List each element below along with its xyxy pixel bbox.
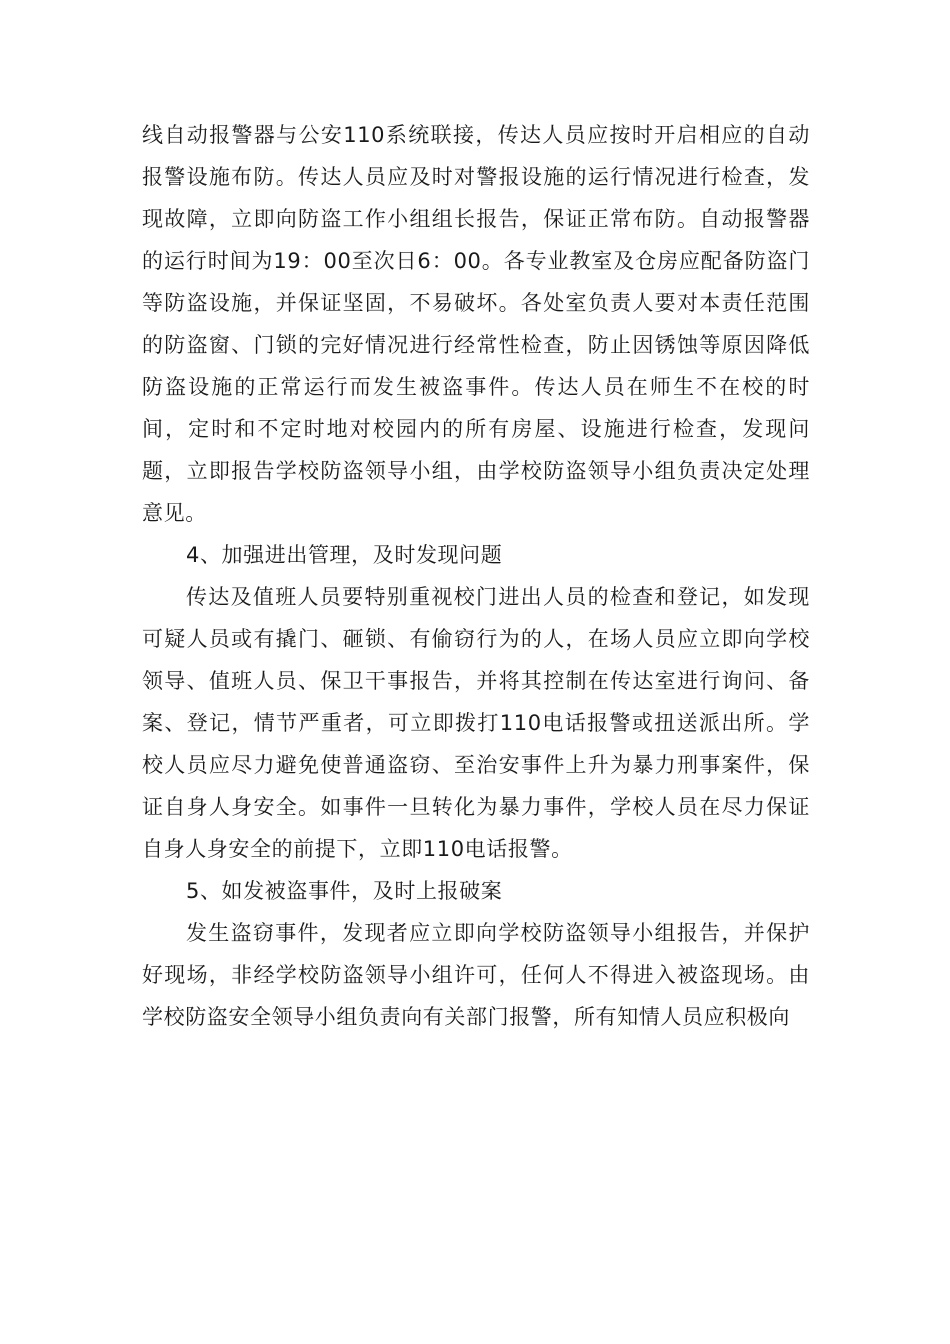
section-heading-5: 5、如发被盗事件，及时上报破案 <box>186 879 503 903</box>
paragraph-entry-management: 传达及值班人员要特别重视校门进出人员的检查和登记，如发现可疑人员或有撬门、砸锁、有偷窃行为的人，在场人员应立即向学校领导、值班人员、保卫干事报告，并将其控制在传达室进行询问、备案、登记，情节严重者，可立即拨打110电话报警或扭送派出所。学校人员应尽力避免使普通盗窃、至治安事件上升为暴力刑事案件，保证自身人身安全。如事件一旦转化为暴力事件，学校人员在尽力保证自身人身安全的前提下，立即110电话报警。 <box>142 585 810 861</box>
section-heading-4: 4、加强进出管理，及时发现问题 <box>186 543 503 567</box>
document-body <box>142 114 810 1038</box>
paragraph-theft-reporting: 发生盗窃事件，发现者应立即向学校防盗领导小组报告，并保护好现场，非经学校防盗领导小组许可，任何人不得进入被盗现场。由学校防盗安全领导小组负责向有关部门报警，所有知情人员应积极向 <box>142 921 810 1029</box>
paragraph-alarm-facilities: 线自动报警器与公安110系统联接，传达人员应按时开启相应的自动报警设施布防。传达人员应及时对警报设施的运行情况进行检查，发现故障，立即向防盗工作小组组长报告，保证正常布防。自动报警器的运行时间为19：00至次日6：00。各专业教室及仓房应配备防盗门等防盗设施，并保证坚固，不易破坏。各处室负责人要对本责任范围的防盗窗、门锁的完好情况进行经常性检查，防止因锈蚀等原因降低防盗设施的正常运行而发生被盗事件。传达人员在师生不在校的时间，定时和不定时地对校园内的所有房屋、设施进行检查，发现问题，立即报告学校防盗领导小组，由学校防盗领导小组负责决定处理意见。 <box>142 123 810 525</box>
